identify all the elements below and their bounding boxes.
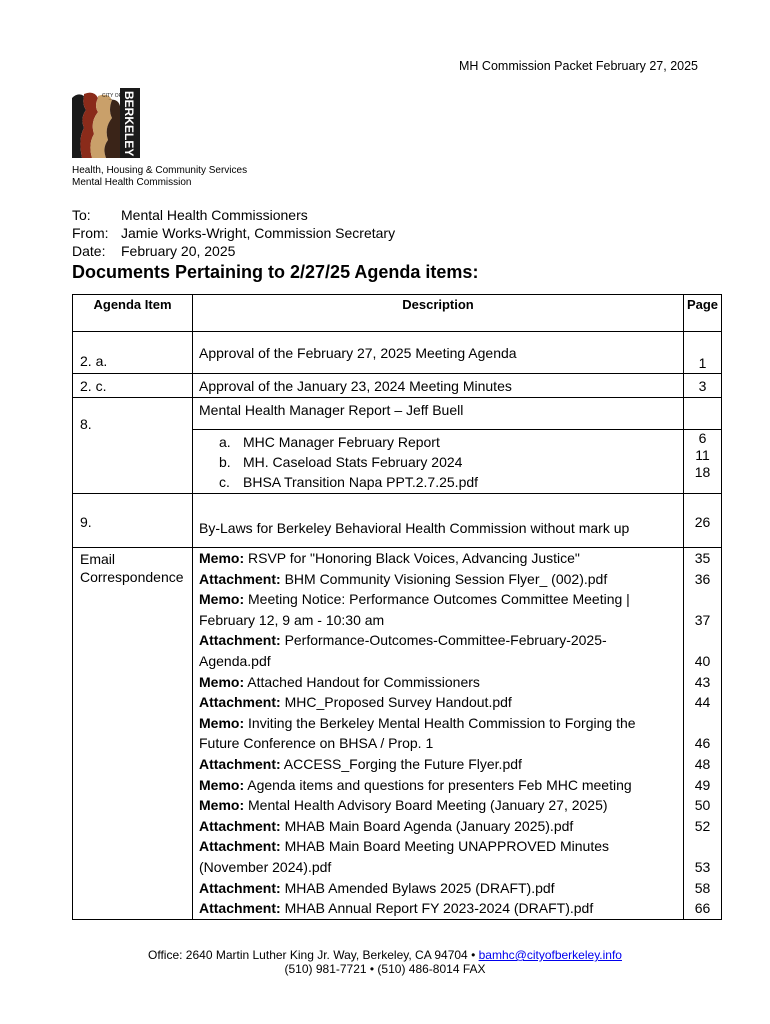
sub-page: 6 xyxy=(698,430,707,446)
description-cell: Approval of the February 27, 2025 Meeting Agenda xyxy=(193,332,684,374)
header-agenda-item: Agenda Item xyxy=(73,295,193,332)
correspondence-line xyxy=(199,775,677,796)
correspondence-line xyxy=(199,816,677,837)
page-cell xyxy=(684,398,722,430)
agenda-table xyxy=(72,294,722,920)
entry-label: Memo: xyxy=(199,714,245,731)
commission-name: Mental Health Commission xyxy=(72,177,192,188)
entry-page: 35 xyxy=(694,550,711,566)
entry-label: Attachment: xyxy=(199,694,281,711)
agenda-item-cell: 9. xyxy=(73,494,193,548)
entry-page xyxy=(684,630,721,651)
entry-text: Inviting the Berkeley Mental Health Commission to Forging the xyxy=(248,714,636,731)
correspondence-line xyxy=(199,630,677,651)
entry-label: Attachment: xyxy=(199,900,281,917)
header-page: Page xyxy=(684,295,722,332)
entry-page: 48 xyxy=(694,755,711,772)
entry-page: 36 xyxy=(694,570,711,587)
entry-text: Performance-Outcomes-Committee-February-2025- xyxy=(284,632,607,649)
correspondence-line xyxy=(199,672,677,693)
to-label: To: xyxy=(72,207,91,223)
correspondence-line xyxy=(199,836,677,857)
table-row xyxy=(73,332,722,374)
entry-text: Agenda items and questions for presenters Feb MHC meeting xyxy=(247,776,632,793)
table-row xyxy=(73,374,722,398)
entry-text: Agenda.pdf xyxy=(199,652,271,669)
entry-text: (November 2024).pdf xyxy=(199,858,332,875)
correspondence-line xyxy=(199,898,677,919)
phone-numbers: (510) 981-7721 • (510) 486-8014 FAX xyxy=(284,962,486,976)
page-cell: 1 xyxy=(684,332,722,374)
entry-text: Meeting Notice: Performance Outcomes Committee Meeting | xyxy=(248,591,630,608)
page-footer xyxy=(0,948,770,976)
entry-label: Attachment: xyxy=(199,632,281,649)
sub-item-marker: a. xyxy=(219,434,231,450)
entry-label: Memo: xyxy=(199,550,245,566)
page-cell: 26 xyxy=(684,494,722,548)
header-description: Description xyxy=(193,295,684,332)
page-cell: 3 xyxy=(684,374,722,398)
email-label: Email xyxy=(80,551,116,567)
sub-page: 18 xyxy=(694,464,711,480)
agenda-item-cell: 8. xyxy=(73,398,193,494)
correspondence-line xyxy=(199,713,677,734)
office-address: Office: 2640 Martin Luther King Jr. Way, Berkeley, CA 94704 • xyxy=(148,948,476,962)
entry-page: 50 xyxy=(694,797,711,814)
entry-label: Attachment: xyxy=(199,879,281,896)
entry-page: 44 xyxy=(694,694,711,711)
entry-text: MHAB Annual Report FY 2023-2024 (DRAFT).pdf xyxy=(284,900,594,917)
table-header-row xyxy=(73,295,722,332)
entry-text: ACCESS_Forging the Future Flyer.pdf xyxy=(283,755,522,772)
sub-item-list xyxy=(199,432,677,492)
sub-page: 11 xyxy=(695,447,710,463)
entry-page: 49 xyxy=(694,776,711,793)
correspondence-line xyxy=(199,754,677,775)
correspondence-list xyxy=(193,548,684,920)
entry-text: MHAB Main Board Agenda (January 2025).pdf xyxy=(284,817,574,834)
memo-header xyxy=(72,206,395,260)
berkeley-logo-icon xyxy=(72,88,140,158)
packet-title: MH Commission Packet February 27, 2025 xyxy=(459,59,698,73)
sub-item-text: MHC Manager February Report xyxy=(243,434,440,450)
entry-text: Attached Handout for Commissioners xyxy=(247,673,480,690)
sub-item xyxy=(199,432,677,452)
table-row xyxy=(73,548,722,920)
entry-label: Memo: xyxy=(199,673,245,690)
entry-text: RSVP for "Honoring Black Voices, Advancing Justice" xyxy=(248,550,580,566)
page-cell xyxy=(684,430,722,494)
correspondence-line xyxy=(199,651,677,672)
sub-item-marker: b. xyxy=(219,454,231,470)
email-link[interactable]: bamhc@cityofberkeley.info xyxy=(478,948,622,962)
entry-text: MHC_Proposed Survey Handout.pdf xyxy=(284,694,512,711)
from-label: From: xyxy=(72,225,109,241)
description-cell: By-Laws for Berkeley Behavioral Health Commission without mark up xyxy=(193,494,684,548)
correspondence-line xyxy=(199,569,677,590)
entry-text: Mental Health Advisory Board Meeting (January 27, 2025) xyxy=(248,797,608,814)
entry-page: 52 xyxy=(694,817,711,834)
entry-page xyxy=(684,836,721,857)
department-name: Health, Housing & Community Services xyxy=(72,165,248,176)
entry-text: BHM Community Visioning Session Flyer_ (002).pdf xyxy=(284,570,608,587)
sub-item-text: BHSA Transition Napa PPT.2.7.25.pdf xyxy=(243,474,479,490)
agenda-item-cell xyxy=(73,548,193,920)
entry-page: 53 xyxy=(694,858,711,875)
from-value: Jamie Works-Wright, Commission Secretary xyxy=(121,225,396,241)
entry-label: Attachment: xyxy=(199,755,281,772)
sub-item-text: MH. Caseload Stats February 2024 xyxy=(243,454,463,470)
entry-text: MHAB Amended Bylaws 2025 (DRAFT).pdf xyxy=(284,879,555,896)
entry-page xyxy=(684,589,721,610)
department-block xyxy=(72,165,247,189)
entry-page xyxy=(684,713,721,734)
entry-page: 66 xyxy=(694,900,711,917)
entry-page: 37 xyxy=(694,611,711,628)
entry-page: 40 xyxy=(694,652,711,669)
table-row xyxy=(73,494,722,548)
to-value: Mental Health Commissioners xyxy=(121,207,308,223)
correspondence-label: Correspondence xyxy=(80,569,184,585)
sub-item xyxy=(199,472,677,492)
correspondence-pages xyxy=(684,548,722,920)
entry-label: Attachment: xyxy=(199,817,281,834)
agenda-item-cell: 2. c. xyxy=(73,374,193,398)
entry-label: Memo: xyxy=(199,776,245,793)
date-value: February 20, 2025 xyxy=(121,243,236,259)
correspondence-line xyxy=(199,548,677,569)
sub-item xyxy=(199,452,677,472)
sub-item-marker: c. xyxy=(219,474,230,490)
description-cell: Approval of the January 23, 2024 Meeting Minutes xyxy=(193,374,684,398)
entry-page: 46 xyxy=(694,735,711,752)
entry-text: MHAB Main Board Meeting UNAPPROVED Minutes xyxy=(284,838,610,855)
correspondence-line xyxy=(199,857,677,878)
table-row xyxy=(73,398,722,430)
entry-label: Attachment: xyxy=(199,838,281,855)
city-logo xyxy=(72,88,140,158)
agenda-item-cell: 2. a. xyxy=(73,332,193,374)
description-cell: Mental Health Manager Report – Jeff Buell xyxy=(193,398,684,430)
correspondence-line xyxy=(199,610,677,631)
correspondence-line xyxy=(199,795,677,816)
entry-label: Attachment: xyxy=(199,570,281,587)
logo-berkeley-text: BERKELEY xyxy=(122,91,136,157)
entry-text: February 12, 9 am - 10:30 am xyxy=(199,611,385,628)
entry-label: Memo: xyxy=(199,797,245,814)
correspondence-line xyxy=(199,733,677,754)
correspondence-line xyxy=(199,878,677,899)
entry-page: 43 xyxy=(694,673,711,690)
entry-label: Memo: xyxy=(199,591,245,608)
sub-items-cell xyxy=(193,430,684,494)
date-label: Date: xyxy=(72,243,106,259)
document-title: Documents Pertaining to 2/27/25 Agenda items: xyxy=(72,262,479,282)
entry-page: 58 xyxy=(694,879,711,896)
correspondence-line xyxy=(199,589,677,610)
entry-text: Future Conference on BHSA / Prop. 1 xyxy=(199,735,434,752)
logo-city-text: CITY OF xyxy=(102,93,122,99)
correspondence-line xyxy=(199,692,677,713)
